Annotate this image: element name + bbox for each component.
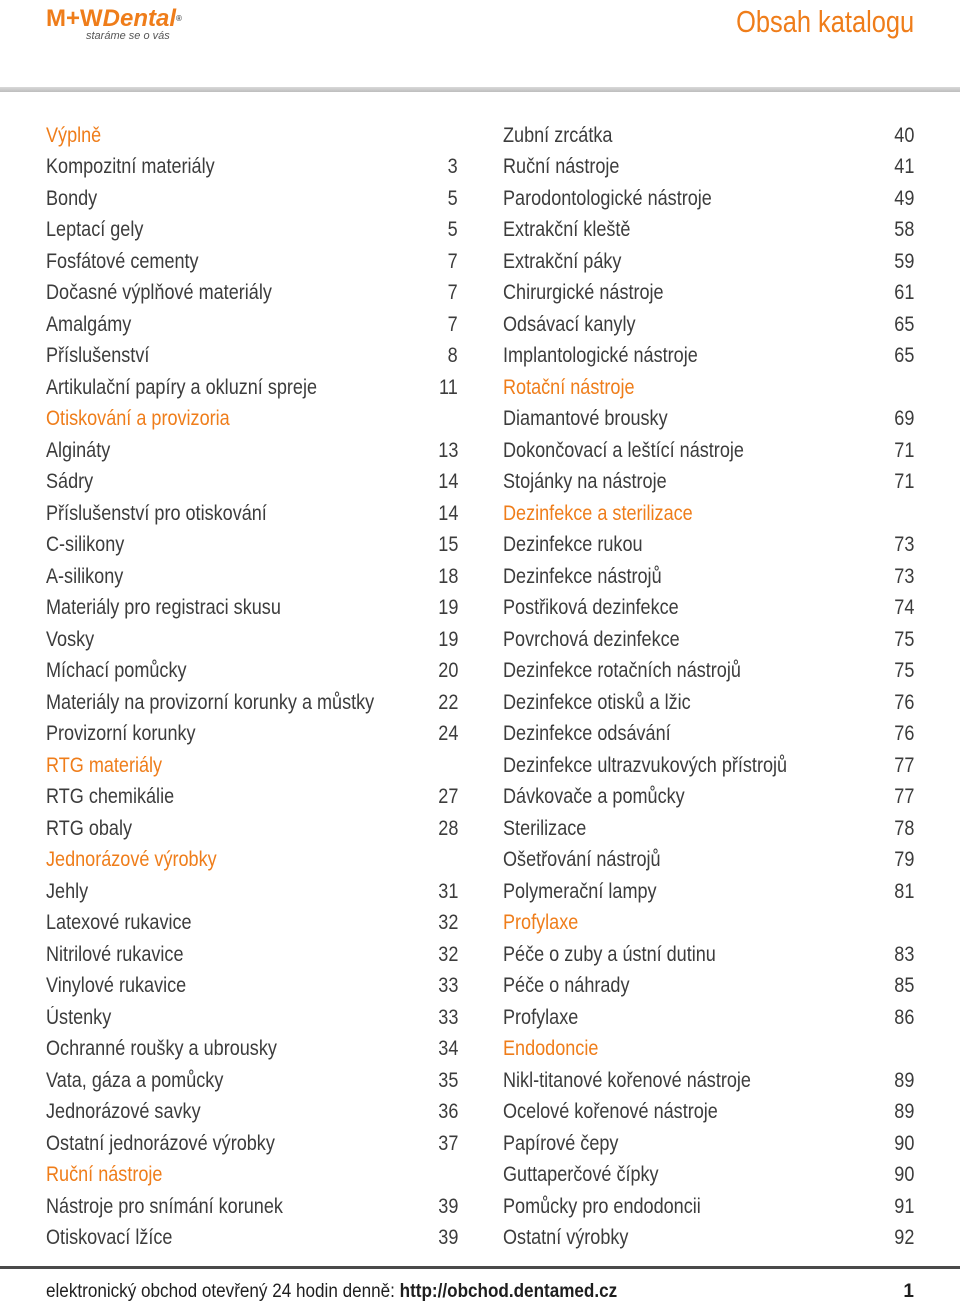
toc-entry-label: Dávkovače a pomůcky [503,785,685,809]
toc-entry [46,719,458,751]
toc-entry [503,1223,914,1255]
toc-entry-label: Otiskovací lžíce [46,1226,173,1250]
footer-note [46,1281,617,1303]
toc-entry-page: 7 [447,281,458,305]
toc-entry-page: 34 [437,1037,458,1061]
toc-entry-page: 7 [447,312,458,336]
toc-entry-page: 27 [437,785,458,809]
toc-entry [503,467,914,499]
toc-entry-page: 24 [437,722,458,746]
toc-entry-label: Ostatní jednorázové výrobky [46,1131,275,1155]
toc-section-heading [503,1034,914,1066]
toc-entry-page: 69 [893,407,914,431]
toc-entry [46,1097,458,1129]
toc-entry-page: 32 [437,942,458,966]
toc-entry [503,719,914,751]
toc-entry-page: 71 [893,470,914,494]
toc-entry-label: Vinylové rukavice [46,974,187,998]
toc-entry-label: RTG materiály [46,753,163,777]
toc-entry-page: 92 [893,1226,914,1250]
toc-entry-label: Ocelové kořenové nástroje [503,1100,718,1124]
toc-entry-page: 76 [893,722,914,746]
toc-entry-page: 65 [893,312,914,336]
toc-entry [503,876,914,908]
toc-entry-label: Parodontologické nástroje [503,186,712,210]
toc-entry-page: 75 [893,627,914,651]
toc-entry-label: Otiskování a provizoria [46,407,230,431]
toc-entry-label: Dezinfekce odsávání [503,722,671,746]
toc-entry [503,1160,914,1192]
toc-entry-page: 22 [437,690,458,714]
toc-entry-label: Stojánky na nástroje [503,470,667,494]
toc-entry-page: 14 [437,501,458,525]
toc-entry-label: Příslušenství [46,344,150,368]
toc-entry-label: Extrakční kleště [503,218,631,242]
toc-entry-label: Postřiková dezinfekce [503,596,679,620]
toc-entry [46,246,458,278]
toc-entry-label: Implantologické nástroje [503,344,698,368]
toc-entry-label: Ostatní výrobky [503,1226,629,1250]
toc-section-heading [46,1160,458,1192]
toc-entry [503,813,914,845]
toc-entry [46,372,458,404]
toc-entry-label: Jednorázové výrobky [46,848,217,872]
toc-entry-page: 73 [893,533,914,557]
toc-entry-label: Bondy [46,186,98,210]
toc-entry-label: Ústenky [46,1005,112,1029]
toc-entry-page: 35 [437,1068,458,1092]
logo-registered-mark: ® [176,14,182,23]
toc-left-column [46,120,458,1254]
toc-entry-label: Nástroje pro snímání korunek [46,1194,283,1218]
toc-entry-page: 65 [893,344,914,368]
toc-entry-page: 79 [893,848,914,872]
toc-entry [503,152,914,184]
toc-entry-label: Materiály na provizorní korunky a můstky [46,690,375,714]
toc-entry [46,656,458,688]
toc-entry [503,1128,914,1160]
toc-entry-page: 90 [893,1163,914,1187]
toc-entry-label: Odsávací kanyly [503,312,636,336]
toc-section-heading [503,908,914,940]
toc-entry-label: RTG obaly [46,816,132,840]
toc-entry-label: Výplně [46,123,102,147]
toc-entry [46,1002,458,1034]
toc-entry-page: 14 [437,470,458,494]
toc-entry-page: 78 [893,816,914,840]
toc-entry-page: 73 [893,564,914,588]
toc-entry [503,1097,914,1129]
toc-entry [503,593,914,625]
toc-entry [46,530,458,562]
toc-entry-label: RTG chemikálie [46,785,175,809]
toc-entry-page: 90 [893,1131,914,1155]
toc-entry-label: Nikl-titanové kořenové nástroje [503,1068,751,1092]
toc-entry-label: Dezinfekce rukou [503,533,643,557]
toc-entry [503,1065,914,1097]
toc-entry-label: Kompozitní materiály [46,155,215,179]
toc-entry-label: Profylaxe [503,1005,579,1029]
toc-entry-label: Dezinfekce a sterilizace [503,501,693,525]
toc-entry-label: Jehly [46,879,89,903]
toc-entry-page: 19 [437,596,458,620]
toc-entry-label: Amalgámy [46,312,132,336]
toc-entry-label: Povrchová dezinfekce [503,627,680,651]
toc-entry-page: 71 [893,438,914,462]
toc-entry [503,183,914,215]
toc-entry [46,1034,458,1066]
toc-entry-label: Profylaxe [503,911,579,935]
toc-right-column [503,120,914,1254]
toc-entry-label: Dezinfekce ultrazvukových přístrojů [503,753,788,777]
toc-section-heading [46,750,458,782]
toc-entry-label: Leptací gely [46,218,144,242]
toc-entry-label: Sádry [46,470,94,494]
toc-entry [46,813,458,845]
toc-entry-page: 11 [439,375,458,399]
toc-entry [46,908,458,940]
toc-entry-page: 15 [437,533,458,557]
toc-entry [503,215,914,247]
toc-entry [46,1191,458,1223]
toc-entry [503,120,914,152]
toc-entry-page: 83 [893,942,914,966]
toc-entry-page: 33 [437,1005,458,1029]
toc-entry-page: 76 [893,690,914,714]
toc-entry [503,1002,914,1034]
toc-entry-page: 91 [893,1194,914,1218]
page-number: 1 [903,1281,914,1302]
logo-wordmark [46,6,182,32]
toc-entry-label: Příslušenství pro otiskování [46,501,267,525]
toc-entry [46,687,458,719]
toc-entry [46,593,458,625]
logo-tagline: staráme se o vás [86,30,170,42]
footer-text: elektronický obchod otevřený 24 hodin denně: [46,1281,400,1302]
toc-entry [46,971,458,1003]
toc-entry [46,1065,458,1097]
toc-entry-page: 40 [893,123,914,147]
toc-entry-page: 8 [447,344,458,368]
toc-entry [46,624,458,656]
toc-entry [46,309,458,341]
toc-entry [46,215,458,247]
toc-entry-label: Provizorní korunky [46,722,196,746]
toc-entry [503,404,914,436]
logo-dental: Dental [102,5,177,32]
toc-entry-label: Latexové rukavice [46,911,192,935]
page-title: Obsah katalogu [735,4,914,39]
toc-entry-label: Endodoncie [503,1037,599,1061]
toc-entry [503,278,914,310]
toc-entry-label: C-silikony [46,533,125,557]
toc-entry-page: 81 [893,879,914,903]
toc-entry-page: 77 [893,753,914,777]
toc-entry-label: Ruční nástroje [46,1163,163,1187]
toc-entry [46,876,458,908]
toc-entry-label: Artikulační papíry a okluzní spreje [46,375,318,399]
toc-entry-label: Chirurgické nástroje [503,281,664,305]
brand-logo [46,6,186,44]
toc-entry-page: 39 [437,1194,458,1218]
toc-entry-label: Dokončovací a leštící nástroje [503,438,744,462]
toc-entry-page: 5 [447,218,458,242]
toc-entry [46,435,458,467]
toc-section-heading [46,120,458,152]
toc-entry-label: Vata, gáza a pomůcky [46,1068,224,1092]
toc-section-heading [503,498,914,530]
toc-entry [46,782,458,814]
toc-entry-page: 85 [893,974,914,998]
toc-entry-label: Péče o zuby a ústní dutinu [503,942,716,966]
toc-entry-label: Ruční nástroje [503,155,620,179]
toc-entry [503,687,914,719]
toc-entry-label: Míchací pomůcky [46,659,187,683]
toc-entry [503,246,914,278]
toc-entry-page: 75 [893,659,914,683]
toc-entry-label: Ochranné roušky a ubrousky [46,1037,277,1061]
toc-entry-label: Polymerační lampy [503,879,657,903]
toc-entry-label: Dezinfekce nástrojů [503,564,662,588]
toc-entry-page: 77 [893,785,914,809]
toc-entry [503,656,914,688]
toc-entry-page: 61 [893,281,914,305]
toc-entry-page: 41 [893,155,914,179]
footer-divider [0,1266,960,1269]
toc-entry-label: Dezinfekce rotačních nástrojů [503,659,741,683]
toc-entry [503,1191,914,1223]
toc-entry-page: 28 [437,816,458,840]
toc-entry-label: Materiály pro registraci skusu [46,596,281,620]
toc-entry [46,183,458,215]
toc-entry-page: 3 [447,155,458,179]
toc-entry-label: Péče o náhrady [503,974,630,998]
toc-entry-page: 31 [437,879,458,903]
toc-entry [503,341,914,373]
toc-entry-page: 89 [893,1068,914,1092]
toc-entry-label: Diamantové brousky [503,407,668,431]
toc-section-heading [46,404,458,436]
toc-section-heading [503,372,914,404]
toc-entry [46,498,458,530]
footer-url-link[interactable]: http://obchod.dentamed.cz [399,1281,618,1302]
toc-entry [503,782,914,814]
toc-entry [46,278,458,310]
toc-section-heading [46,845,458,877]
toc-entry-label: Dezinfekce otisků a lžic [503,690,691,714]
toc-entry-page: 74 [893,596,914,620]
toc-entry-page: 20 [437,659,458,683]
logo-mw: M+W [46,5,103,32]
toc-entry-page: 32 [437,911,458,935]
toc-entry-label: Jednorázové savky [46,1100,201,1124]
toc-entry-page: 59 [893,249,914,273]
toc-entry-page: 18 [437,564,458,588]
toc-entry [503,435,914,467]
toc-entry [46,1223,458,1255]
toc-entry-page: 86 [893,1005,914,1029]
toc-entry-label: Fosfátové cementy [46,249,199,273]
toc-entry [503,624,914,656]
toc-entry-label: Guttaperčové čípky [503,1163,659,1187]
toc-entry-page: 33 [437,974,458,998]
toc-entry-page: 36 [437,1100,458,1124]
toc-entry [503,530,914,562]
toc-entry [46,341,458,373]
toc-entry [503,750,914,782]
toc-entry-page: 7 [447,249,458,273]
toc-entry [503,561,914,593]
toc-entry [503,845,914,877]
toc-entry-page: 39 [437,1226,458,1250]
toc-entry-page: 89 [893,1100,914,1124]
toc-entry [503,309,914,341]
toc-entry-page: 49 [893,186,914,210]
toc-entry-label: Vosky [46,627,95,651]
toc-entry-label: Extrakční páky [503,249,622,273]
toc-entry-page: 58 [893,218,914,242]
toc-entry [46,939,458,971]
toc-entry-page: 13 [437,438,458,462]
toc-entry [46,152,458,184]
toc-entry [46,561,458,593]
toc-entry-label: Dočasné výplňové materiály [46,281,272,305]
toc-entry-label: Pomůcky pro endodoncii [503,1194,701,1218]
toc-entry-page: 19 [437,627,458,651]
toc-entry-label: Papírové čepy [503,1131,619,1155]
toc-entry-label: A-silikony [46,564,124,588]
toc-entry-label: Algináty [46,438,111,462]
toc-entry-label: Zubní zrcátka [503,123,613,147]
toc-entry-page: 5 [447,186,458,210]
toc-entry-label: Nitrilové rukavice [46,942,184,966]
toc-entry-label: Sterilizace [503,816,587,840]
header-divider [0,87,960,92]
toc-entry [503,939,914,971]
toc-entry [503,971,914,1003]
toc-entry [46,467,458,499]
toc-entry-label: Ošetřování nástrojů [503,848,661,872]
toc-entry [46,1128,458,1160]
toc-entry-page: 37 [437,1131,458,1155]
toc-entry-label: Rotační nástroje [503,375,635,399]
